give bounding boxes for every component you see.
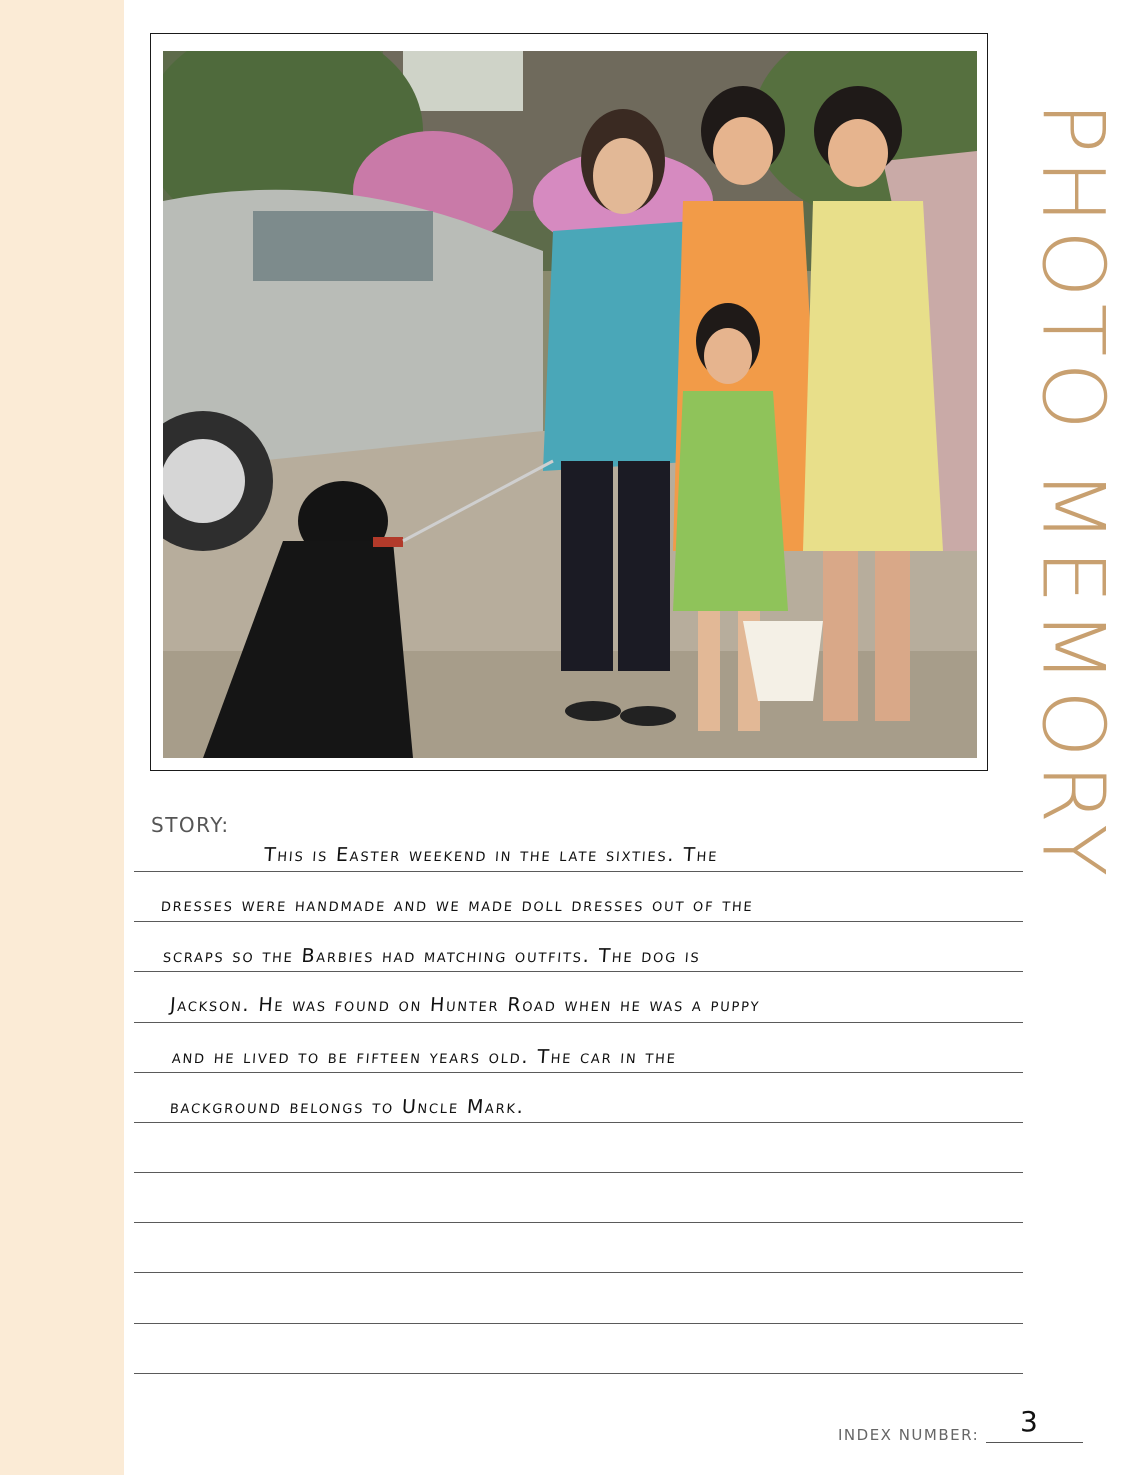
- story-line-1: This is Easter weekend in the late sixties. The: [263, 844, 720, 866]
- story-line-3: scraps so the Barbies had matching outfits. The dog is: [162, 945, 702, 967]
- ruled-line: [134, 1373, 1023, 1374]
- ruled-line: [134, 1122, 1023, 1123]
- ruled-line: [134, 1222, 1023, 1223]
- story-line-5: and he lived to be fifteen years old. The car in the: [171, 1046, 678, 1068]
- ruled-line: [134, 1272, 1023, 1273]
- index-number-value: 3: [1020, 1405, 1038, 1438]
- ruled-line: [134, 921, 1023, 922]
- story-line-2: dresses were handmade and we made doll dresses out of the: [160, 894, 755, 916]
- ruled-line: [134, 1323, 1023, 1324]
- story-line-4: Jackson. He was found on Hunter Road when he was a puppy: [169, 994, 762, 1016]
- ruled-line: [134, 871, 1023, 872]
- page-title: [1022, 52, 1122, 932]
- page-title-text: PHOTO MEMORY: [1022, 101, 1122, 883]
- family-photo: [163, 51, 977, 758]
- ruled-line: [134, 1022, 1023, 1023]
- photo-illustration: [163, 51, 977, 758]
- photo-frame: [150, 33, 988, 771]
- story-line-6: background belongs to Uncle Mark.: [169, 1096, 526, 1118]
- index-number-label: INDEX NUMBER:: [838, 1426, 980, 1444]
- ruled-line: [134, 1172, 1023, 1173]
- ruled-line: [134, 971, 1023, 972]
- story-label: STORY:: [151, 813, 230, 837]
- ruled-line: [134, 1072, 1023, 1073]
- side-band: [0, 0, 124, 1475]
- index-number-line: [986, 1442, 1083, 1443]
